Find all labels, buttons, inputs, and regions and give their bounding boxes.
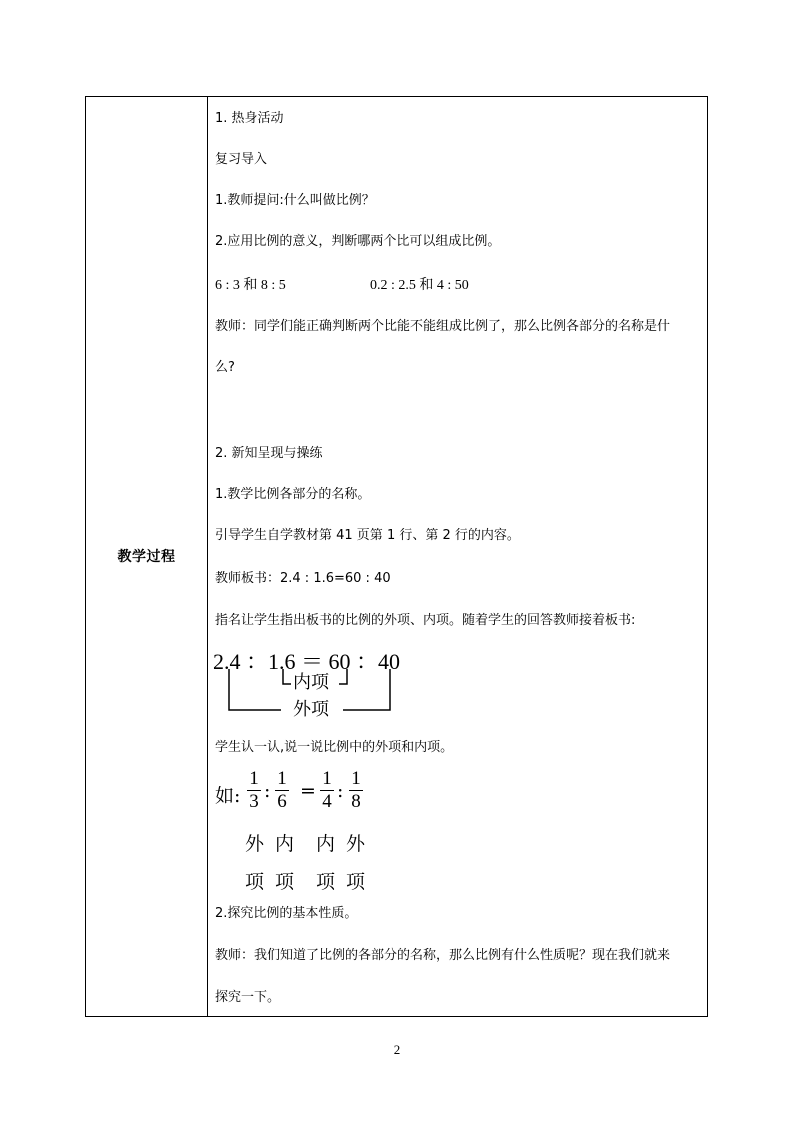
text-question: 1.教师提问:什么叫做比例？ (215, 193, 375, 208)
text-explore-property: 2.探究比例的基本性质。 (215, 906, 358, 921)
text-point-out: 指名让学生指出板书的比例的外项、内项。随着学生的回答教师接着板书: (215, 613, 636, 628)
text-teach-names: 1.教学比例各部分的名称。 (215, 487, 371, 502)
example-colon-2: : (337, 780, 344, 802)
fraction-3: 1 4 (320, 769, 334, 812)
text-guide: 引导学生自学教材第 41 页第 1 行、第 2 行的内容。 (215, 528, 520, 543)
text-apply: 2.应用比例的意义，判断哪两个比可以组成比例。 (215, 234, 501, 249)
fraction-1: 1 3 (247, 769, 261, 812)
fraction-4: 1 8 (349, 769, 363, 812)
example-colon-1: : (264, 780, 271, 802)
ratio-pair-b: 0.2 : 2.5 和 4 : 50 (370, 278, 469, 293)
label-outer-1: 外 (245, 833, 265, 855)
label-inner-2: 内 (316, 833, 336, 855)
text-board: 教师板书：2.4 : 1.6=60 : 40 (215, 571, 391, 586)
label-term-2: 项 (275, 871, 295, 893)
heading-warmup: 1. 热身活动 (215, 111, 284, 126)
text-teacher-2: 教师：我们知道了比例的各部分的名称，那么比例有什么性质呢？现在我们就来 (215, 948, 671, 963)
label-term-1: 项 (245, 871, 265, 893)
label-outer-2: 外 (346, 833, 366, 855)
text-teacher-1-cont: 么? (215, 360, 235, 375)
section-label: 教学过程 (117, 549, 176, 565)
column-divider (207, 97, 208, 1016)
heading-new-knowledge: 2. 新知呈现与操练 (215, 446, 323, 461)
example-prefix: 如: (215, 785, 241, 807)
text-review: 复习导入 (215, 152, 268, 167)
label-inner-1: 内 (275, 833, 295, 855)
text-teacher-2-cont: 探究一下。 (215, 990, 281, 1005)
label-term-4: 项 (346, 871, 366, 893)
label-term-3: 项 (316, 871, 336, 893)
ratio-diagram-equation: 2.4 ：1.6 ＝ 60 ：40 (213, 649, 401, 674)
outer-term-label: 外项 (293, 699, 329, 720)
text-teacher-1: 教师：同学们能正确判断两个比能不能组成比例了，那么比例各部分的名称是什 (215, 319, 671, 334)
page-number: 2 (393, 1042, 401, 1057)
example-equals: = (300, 780, 316, 802)
ratio-pair-a: 6 : 3 和 8 : 5 (215, 278, 286, 293)
lesson-table (85, 96, 708, 1017)
text-identify: 学生认一认,说一说比例中的外项和内项。 (215, 740, 454, 755)
fraction-2: 1 6 (275, 769, 289, 812)
inner-term-label: 内项 (293, 672, 329, 693)
